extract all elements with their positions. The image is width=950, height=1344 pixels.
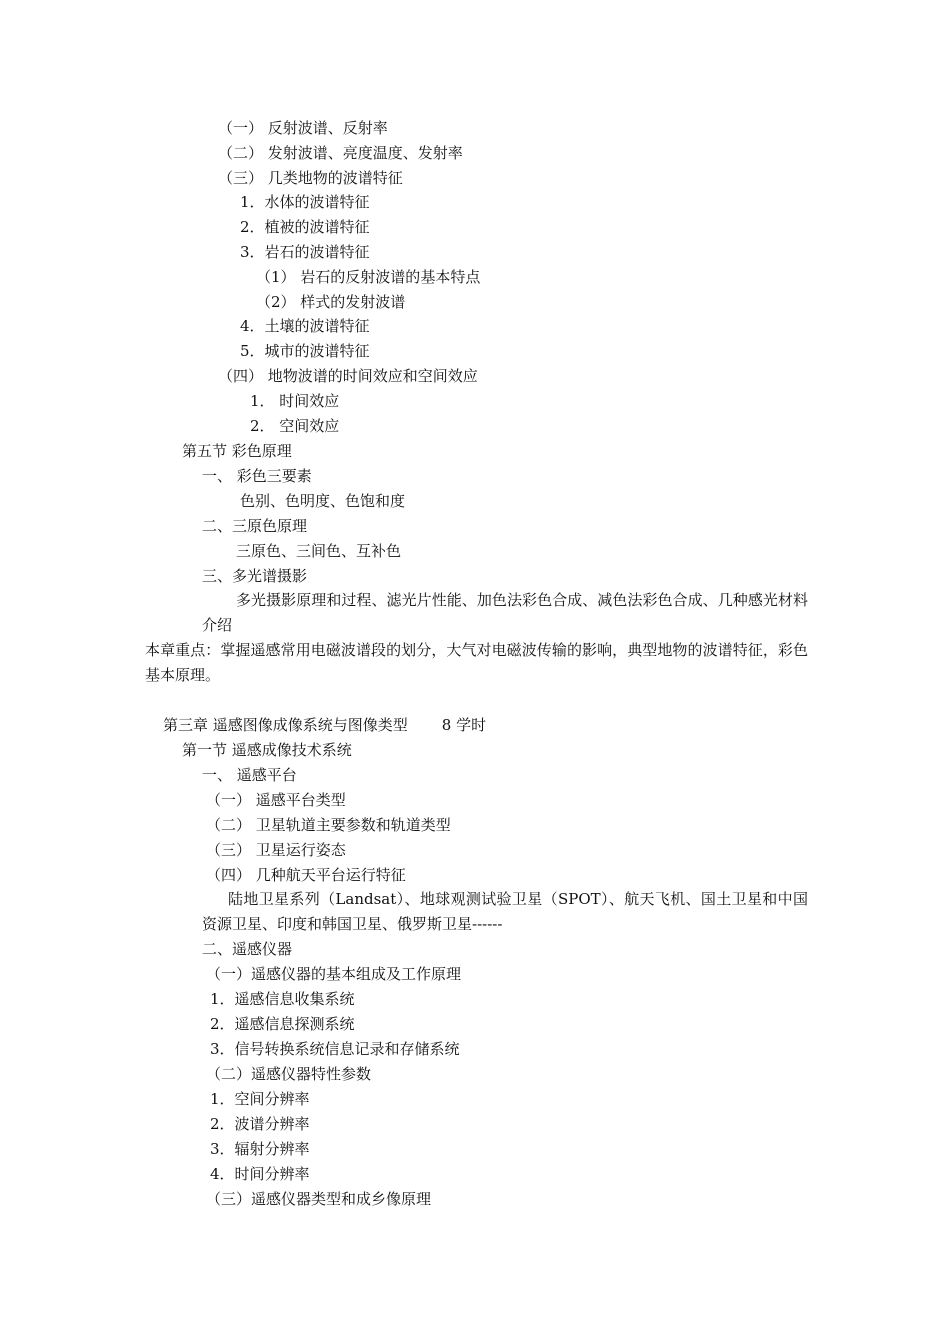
outline-item: （四） 地物波谱的时间效应和空间效应	[218, 367, 478, 385]
outline-item: 2．植被的波谱特征	[240, 218, 370, 236]
outline-item: 1． 时间效应	[250, 392, 340, 410]
outline-item: 一、 彩色三要素	[202, 467, 312, 485]
outline-item: 1．水体的波谱特征	[240, 193, 370, 211]
outline-item: 一、 遥感平台	[202, 766, 297, 784]
outline-item: 色别、色明度、色饱和度	[240, 492, 406, 510]
outline-item: （二） 发射波谱、亮度温度、发射率	[218, 144, 463, 162]
outline-item: （三）遥感仪器类型和成乡像原理	[206, 1190, 432, 1208]
section-title: 第五节 彩色原理	[182, 442, 292, 460]
outline-item: （1） 岩石的反射波谱的基本特点	[256, 268, 481, 286]
chapter-key-points: 本章重点：掌握遥感常用电磁波谱段的划分，大气对电磁波传输的影响，典型地物的波谱特征，彩色基本原理。	[145, 641, 808, 684]
outline-item: 1．空间分辨率	[210, 1090, 310, 1108]
outline-item: （三） 卫星运行姿态	[206, 841, 346, 859]
chapter-title-text: 第三章 遥感图像成像系统与图像类型	[163, 716, 408, 734]
chapter-title	[163, 715, 486, 735]
outline-item: （一） 遥感平台类型	[206, 791, 346, 809]
section-title: 第一节 遥感成像技术系统	[182, 741, 352, 759]
outline-item: 2． 空间效应	[250, 417, 340, 435]
outline-item: 三原色、三间色、互补色	[236, 542, 402, 560]
outline-item: 2．遥感信息探测系统	[210, 1015, 355, 1033]
outline-item: （四） 几种航天平台运行特征	[206, 866, 406, 884]
outline-item: 4．土壤的波谱特征	[240, 317, 370, 335]
outline-item: 二、三原色原理	[202, 517, 308, 535]
outline-item: 5．城市的波谱特征	[240, 342, 370, 360]
outline-item: 3．信号转换系统信息记录和存储系统	[210, 1040, 460, 1058]
chapter-hours: 8 学时	[441, 716, 487, 734]
outline-item: 三、多光谱摄影	[202, 567, 308, 585]
outline-item: 4．时间分辨率	[210, 1165, 310, 1183]
paragraph-multispectral: 多光摄影原理和过程、滤光片性能、加色法彩色合成、减色法彩色合成、几种感光材料介绍	[202, 591, 808, 634]
outline-item: （三） 几类地物的波谱特征	[218, 169, 403, 187]
outline-item: 3．辐射分辨率	[210, 1140, 310, 1158]
outline-item: （二）遥感仪器特性参数	[206, 1065, 372, 1083]
outline-item: 3．岩石的波谱特征	[240, 243, 370, 261]
outline-item: 二、遥感仪器	[202, 940, 293, 958]
outline-item: 1．遥感信息收集系统	[210, 990, 355, 1008]
outline-item: 2．波谱分辨率	[210, 1115, 310, 1133]
outline-item: （2） 样式的发射波谱	[256, 293, 406, 311]
outline-item: （一） 反射波谱、反射率	[218, 119, 388, 137]
outline-item: （一）遥感仪器的基本组成及工作原理	[206, 965, 462, 983]
outline-item: （二） 卫星轨道主要参数和轨道类型	[206, 816, 451, 834]
paragraph-platforms: 陆地卫星系列（Landsat）、地球观测试验卫星（SPOT）、航天飞机、国土卫星和中国资源卫星、印度和韩国卫星、俄罗斯卫星------	[202, 890, 808, 933]
